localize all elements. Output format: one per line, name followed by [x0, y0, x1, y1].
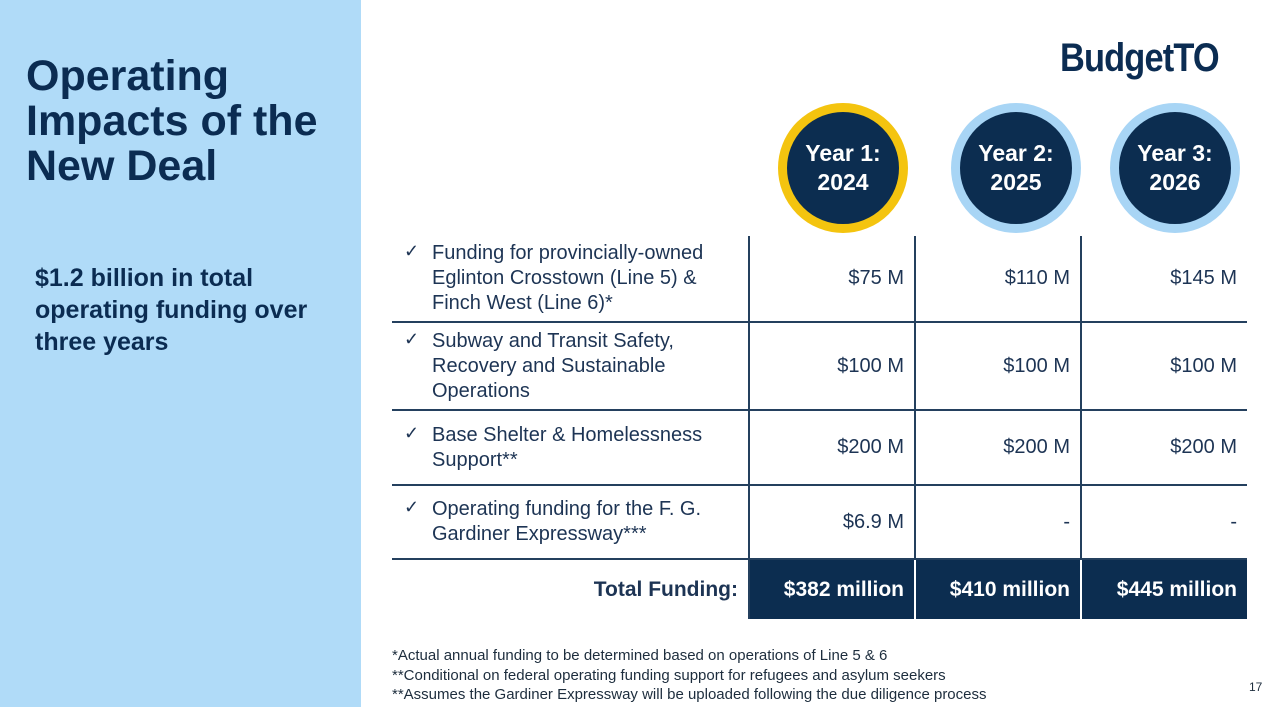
- logo-text-budget: Budget: [1060, 36, 1174, 80]
- total-value-cell: $382 million: [749, 559, 915, 619]
- footnote: *Actual annual funding to be determined based on operations of Line 5 & 6: [392, 647, 888, 664]
- row-label-cell: [392, 410, 749, 485]
- value-cell: $75 M: [749, 236, 915, 322]
- row-label: Operating funding for the F. G. Gardiner Expressway***: [432, 498, 702, 545]
- value-cell: $100 M: [915, 322, 1081, 410]
- checkmark-icon: ✓: [404, 241, 420, 261]
- footnote: **Conditional on federal operating funding support for refugees and asylum seekers: [392, 666, 946, 684]
- value-cell: -: [1081, 485, 1247, 559]
- total-value-cell: $410 million: [915, 559, 1081, 619]
- funding-table: [392, 236, 1247, 619]
- logo-text-to: TO: [1173, 36, 1219, 80]
- year-3-badge: [1110, 103, 1240, 233]
- checkmark-icon: ✓: [404, 497, 420, 517]
- value-cell: $200 M: [1081, 410, 1247, 485]
- total-label: Total Funding:: [392, 559, 749, 619]
- value-cell: $6.9 M: [749, 485, 915, 559]
- sidebar-panel: [0, 0, 361, 707]
- year-2-label: Year 2: 2025: [978, 140, 1054, 195]
- row-label: Funding for provincially-owned Eglinton Crosstown (Line 5) & Finch West (Line 6)*: [432, 242, 704, 314]
- year-3-label: Year 3: 2026: [1137, 140, 1213, 195]
- row-label: Base Shelter & Homelessness Support**: [432, 423, 703, 471]
- checkmark-icon: ✓: [404, 328, 420, 349]
- value-cell: $100 M: [749, 322, 915, 410]
- year-1-label: Year 1: 2024: [805, 140, 881, 195]
- table-row: [392, 485, 1247, 559]
- total-value-cell: $445 million: [1081, 559, 1247, 619]
- budgetto-logo: [1060, 36, 1219, 81]
- table-row: [392, 236, 1247, 322]
- checkmark-icon: ✓: [404, 422, 420, 443]
- row-label: Subway and Transit Safety, Recovery and Sustainable Operations: [432, 329, 674, 402]
- page-number: 17: [1249, 680, 1263, 694]
- value-cell: $110 M: [915, 236, 1081, 322]
- value-cell: -: [915, 485, 1081, 559]
- footnotes: [392, 646, 987, 705]
- year-1-badge: [778, 103, 908, 233]
- year-2-badge: [951, 103, 1081, 233]
- page-title: Operating Impacts of the New Deal: [26, 52, 318, 190]
- row-label-cell: [392, 485, 749, 559]
- summary-text: $1.2 billion in total operating funding over three years: [35, 264, 308, 356]
- table-row: [392, 410, 1247, 485]
- row-label-cell: [392, 322, 749, 410]
- value-cell: $200 M: [749, 410, 915, 485]
- value-cell: $200 M: [915, 410, 1081, 485]
- row-label-cell: [392, 236, 749, 322]
- footnote: **Assumes the Gardiner Expressway will be uploaded following the due diligence process: [392, 686, 987, 703]
- value-cell: $145 M: [1081, 236, 1247, 322]
- table-row: [392, 322, 1247, 410]
- total-row: [392, 559, 1247, 619]
- value-cell: $100 M: [1081, 322, 1247, 410]
